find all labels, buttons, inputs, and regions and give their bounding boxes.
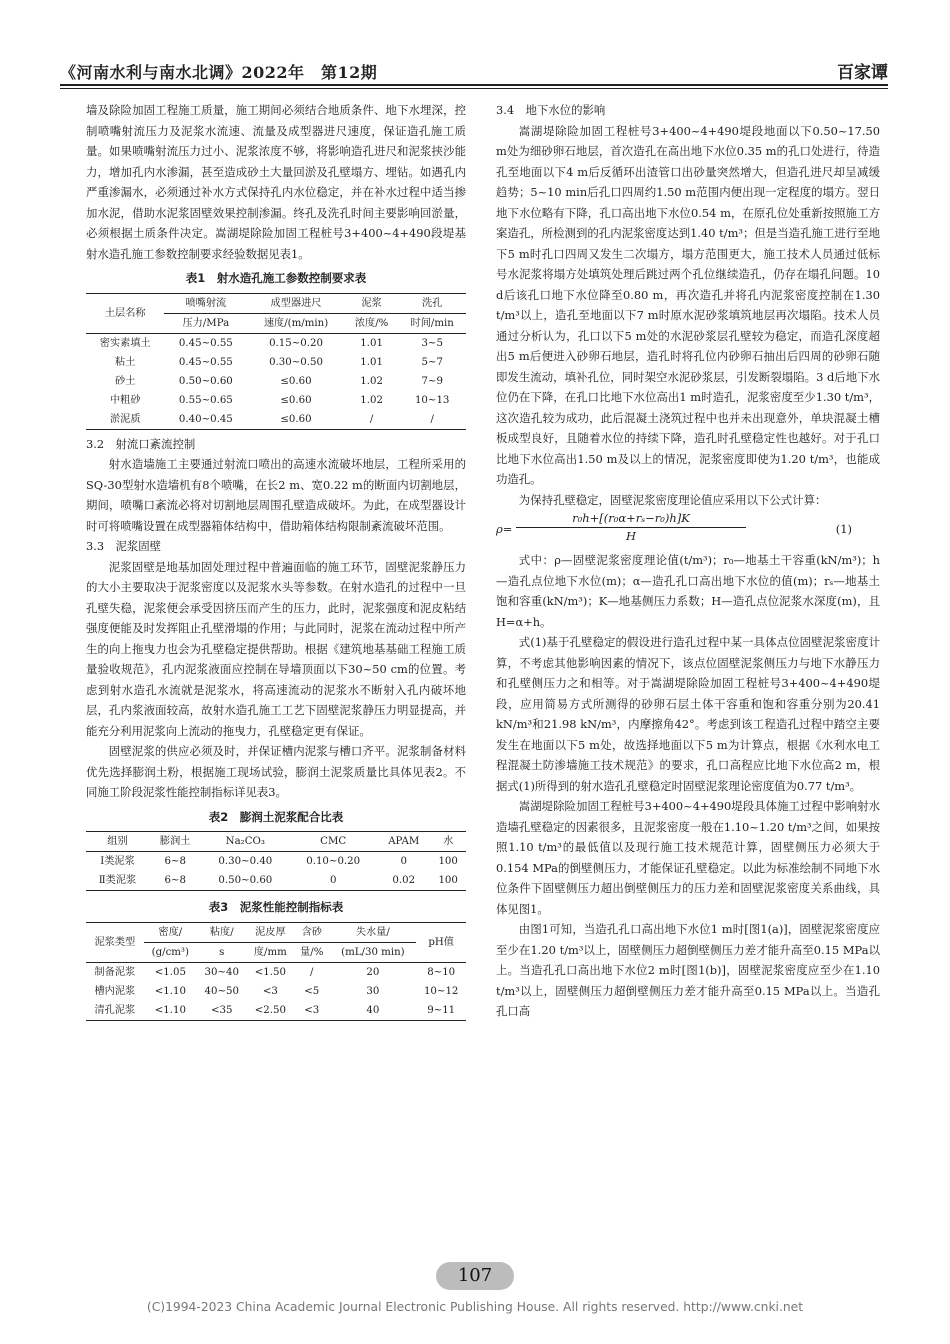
- table3-header: 泥浆类型: [86, 922, 144, 962]
- table-cell: <3: [304, 1004, 320, 1016]
- table-cell: /: [369, 413, 374, 425]
- section-heading: 3.3 泥浆固壁: [86, 539, 162, 553]
- table-cell: 1.02: [360, 394, 383, 406]
- table-cell: ≤0.60: [280, 394, 312, 406]
- table-cell: 0.50~0.60: [178, 375, 233, 387]
- table3-header: pH值: [416, 922, 466, 962]
- table-row: [86, 353, 466, 372]
- table-cell: /: [430, 413, 434, 425]
- table-row: [86, 372, 466, 391]
- table3-header: (mL/30 min): [329, 942, 416, 962]
- table3-header: 量/%: [294, 942, 329, 962]
- table-cell: 0: [400, 856, 407, 867]
- table1-header: 土层名称: [86, 293, 164, 333]
- table-cell: 6~8: [164, 875, 186, 886]
- table1-header: 喷嘴射流: [164, 293, 247, 313]
- paragraph: 泥浆固壁是地基加固处理过程中普遍面临的施工环节，固壁泥浆静压力的大小主要取决于泥浆密度以及泥浆水头等参数。在射水造孔的过程中一旦孔壁失稳，泥浆便会承受因挤压而产生的压力，此时，泥浆强度和泥皮粘结强度便能及时发挥阻止孔壁滑塌的作用；与此同时，泥浆在流动过程中所产生的向上拖曳力也会为孔壁稳定提供帮助。根据《建筑地基基础工程施工质量验收规范》，孔内泥浆液面应控制在导墙顶面以下30~50 cm的位置。考虑到射水造孔水流就是泥浆水，将高速流动的泥浆水不断射入孔内破坏地层，孔内浆液面较高，故射水造孔施工工艺下固壁泥浆静压力明显提高，并能充分利用泥浆向上流动的拖曳力，孔壁稳定更有保证。: [86, 559, 466, 738]
- table2-header: 膨润土: [149, 832, 201, 852]
- table-cell: 槽内泥浆: [94, 985, 136, 997]
- table-cell: 0.10~0.20: [306, 856, 361, 867]
- table-cell: 30: [366, 985, 380, 997]
- table-cell: 0.30~0.50: [269, 356, 323, 368]
- table1-header: 成型器进尺: [247, 293, 345, 313]
- table-row: [86, 391, 466, 410]
- table-cell: <1.05: [154, 966, 186, 978]
- table-row: [86, 333, 466, 353]
- table-cell: 砂土: [115, 375, 136, 387]
- table-cell: 0.55~0.65: [178, 394, 233, 406]
- paragraph: 由图1可知，当造孔孔口高出地下水位1 m时[图1(a)]，固壁泥浆密度应至少在1.20 t/m³以上，固壁侧压力超倒壁侧压力差才能升高至0.15 MPa以上。当造孔孔口高出地下水位2 m时[图1(b)]，固壁泥浆密度应至少在1.10 t/m³以上，固壁侧压力超倒壁侧压力差才能升高至0.15 MPa以上。当造孔孔口高: [496, 922, 880, 1018]
- header-rule-thin: [60, 88, 888, 89]
- table-cell: 1.01: [360, 356, 383, 368]
- table-row: [86, 871, 466, 891]
- table3-header: 度/mm: [247, 942, 295, 962]
- table2-header: CMC: [289, 832, 377, 852]
- journal-title: 《河南水利与南水北调》2022年 第12期: [60, 63, 378, 82]
- table1-header: 压力/MPa: [164, 313, 247, 333]
- table-cell: Ⅰ类泥浆: [100, 856, 135, 867]
- table1-header: 浓度/%: [345, 313, 399, 333]
- table-cell: 制备泥浆: [94, 966, 136, 978]
- table-cell: <1.10: [154, 985, 186, 997]
- section-title: 百家谭: [837, 63, 888, 83]
- table-row: [86, 410, 466, 430]
- table1-header: 时间/min: [398, 313, 466, 333]
- paragraph: 式(1)基于孔壁稳定的假设进行造孔过程中某一具体点位固壁泥浆密度计算，不考虑其他影响因素的情况下，该点位固壁泥浆侧压力与地下水静压力和孔壁侧压力之和相等。对于嵩湖堤除险加固工程桩号3+400~4+490堤段，应用简易方式所测得的砂卵石层土体干容重和饱和容重分别为20.41 kN/m³和21.98 kN/m³，内摩擦角42°。考虑到该工程造孔过程中踏空主要发生在地面以下5 m处，故选择地面以下5 m为计算点，根据《水利水电工程混凝土防渗墙施工技术规范》的要求，孔口高程应比地下水位高2 m，根据式(1)所得到的射水造孔孔壁稳定时固壁泥浆理论密度值为0.77 t/m³。: [496, 635, 880, 793]
- table-cell: 0.40~0.45: [178, 413, 233, 425]
- table-cell: 40~50: [204, 985, 239, 997]
- section-heading: 3.4 地下水位的影响: [496, 103, 606, 117]
- paragraph: 嵩湖堤除险加固工程桩号3+400~4+490堤段具体施工过程中影响射水造墙孔壁稳定的因素很多，且泥浆密度一般在1.10~1.20 t/m³之间，如果按照1.10 t/m³的最低值以及现行施工技术规范计算，固壁侧压力必须大于0.154 MPa的倒壁侧压力，才能保证孔壁稳定。以此为标准绘制不同地下水位条件下固壁侧压力超出倒壁侧压力的压力差和固壁泥浆密度关系曲线，具体见图1。: [496, 799, 880, 916]
- table-cell: <3: [262, 985, 278, 997]
- table3-header: s: [197, 942, 247, 962]
- table-cell: 中粗砂: [109, 394, 141, 406]
- table2-header: 组别: [86, 832, 149, 852]
- table-cell: 100: [438, 856, 458, 867]
- left-column: [86, 100, 466, 1021]
- table2: [86, 831, 466, 891]
- table-cell: 3~5: [421, 337, 443, 349]
- table-cell: <1.10: [154, 1004, 186, 1016]
- table-cell: <1.50: [254, 966, 286, 978]
- table1: [86, 293, 466, 430]
- table3-header: 含砂: [294, 922, 329, 942]
- table3-header: 粘度/: [197, 922, 247, 942]
- table-cell: <5: [304, 985, 320, 997]
- paragraph: 嵩湖堤除险加固工程桩号3+400~4+490堤段地面以下0.50~17.50 m处为细砂卵石地层，首次造孔在高出地下水位0.35 m的孔口处进行，待造孔至地面以下4 m后反循环出渣管口出砂量突然增大，但造孔进尺却呈减缓趋势；5~10 min后孔口四周约1.50 m范围内便出现一定程度的塌方。翌日地下水位略有下降，孔口高出地下水位0.54 m，在原孔位处重新按照施工方案造孔，所检测到的孔内泥浆密度达到1.40 t/m³；但是当造孔施工进行至地下5 m时孔口四周又发生二次塌方，塌方范围更大，施工技术人员通过低标号水泥浆将塌方处填筑处理后跳过两个孔位继续造孔，仍存在塌孔问题。10 d后该孔口地下水位降至0.80 m，再次造孔并将孔内泥浆密度控制在1.30 t/m³以上，造孔至地面以下7 m时原水泥砂浆填筑地层再次塌陷。技术人员通过分析认为，孔口以下5 m处的水泥砂浆层孔壁较为稳定，而造孔深度超出5 m后便进入砂卵石地层，造孔时将孔位内砂卵石抽出后四周的砂卵石随即发生流动，填补孔位，同时架空水泥砂浆层，引发断裂塌陷。3 d后地下水位仍在下降，在孔口比地下水位高出1 m时造孔，泥浆密度至少1.30 t/m³，这次造孔较为成功，此后混凝土浇筑过程中也并未出现意外，单块混凝土槽板成型良好，且随着水位的持续下降，造孔时孔壁稳定性也越好。对于孔口比地下水位高出1.50 m及以上的情况，泥浆密度即使为1.20 t/m³，也能成功造孔。: [496, 123, 880, 486]
- table3-header: (g/cm³): [144, 942, 197, 962]
- table-cell: 0.30~0.40: [218, 856, 273, 867]
- table-cell: 0.45~0.55: [178, 337, 233, 349]
- paragraph: 为保持孔壁稳定，固壁泥浆密度理论值应采用以下公式计算：: [518, 492, 827, 507]
- table-cell: /: [310, 966, 314, 978]
- table-cell: 0.45~0.55: [178, 356, 233, 368]
- table3-header: 泥皮厚: [247, 922, 295, 942]
- table3-header: 密度/: [144, 922, 197, 942]
- table-cell: 0.15~0.20: [269, 337, 323, 349]
- table2-header: APAM: [377, 832, 430, 852]
- table-row: [86, 852, 466, 872]
- table-cell: <2.50: [254, 1004, 286, 1016]
- formula-1: [496, 510, 880, 550]
- table-cell: 1.01: [360, 337, 383, 349]
- table2-header: Na₂CO₃: [201, 832, 289, 852]
- paragraph: 式中：ρ—固壁泥浆密度理论值(t/m³)；r₀—地基土干容重(kN/m³)；h—造孔点位地下水位(m)；α—造孔孔口高出地下水位的值(m)；rₛ—地基土饱和容重(kN/m³)；K—地基侧压力系数；H—造孔点位泥浆水深度(m)，且H=α+h。: [496, 553, 880, 629]
- table-cell: 20: [366, 966, 380, 978]
- paragraph: 墙及除险加固工程施工质量，施工期间必须结合地质条件、地下水埋深，控制喷嘴射流压力及泥浆水流速、流量及成型器进尺速度，保证造孔施工质量。如果喷嘴射流压力过小、泥浆浓度不够，将影响造孔进尺和泥浆挟沙能力，增加孔内水渗漏，甚至造成砂土大量回淤及孔壁塌方、埋钻。如遇孔内严重渗漏水，必须通过补水方式保持孔内水位稳定，并在补水过程中适当掺加水泥，借助水泥浆固壁效果控制渗漏。终孔及洗孔时间主要影响回淤量，必须根据土质条件决定。嵩湖堤除险加固工程桩号3+400~4+490段堤基射水造孔施工参数控制要求经验数据见表1。: [86, 103, 466, 261]
- copyright-footer: (C)1994-2023 China Academic Journal Electronic Publishing House. All rights reserved. http://www.cnki.net: [146, 1300, 804, 1314]
- table-cell: 5~7: [421, 356, 443, 368]
- table-cell: 1.02: [360, 375, 383, 387]
- section-heading: 3.2 射流口紊流控制: [86, 436, 196, 451]
- formula-lhs: ρ=: [496, 522, 513, 536]
- table-cell: 0: [329, 875, 337, 886]
- header-rule: [60, 84, 888, 86]
- table-cell: 淤泥质: [109, 413, 141, 425]
- table-row: [86, 1001, 466, 1021]
- table-cell: ≤0.60: [280, 413, 312, 425]
- table-cell: 9~11: [427, 1004, 456, 1016]
- table1-header: 泥浆: [345, 293, 399, 313]
- table-cell: 粘土: [115, 356, 136, 368]
- table-cell: 7~9: [421, 375, 443, 387]
- table1-header: 洗孔: [398, 293, 466, 313]
- table-row: [86, 982, 466, 1001]
- table3-caption: 表3 泥浆性能控制指标表: [208, 900, 344, 914]
- paragraph: 射水造墙施工主要通过射流口喷出的高速水流破坏地层，工程所采用的SQ-30型射水造墙机有8个喷嘴，在长2 m、宽0.22 m的断面内切割地层，期间，喷嘴口紊流必将对切割地层周围孔壁造成破坏。为此，在成型器设计时可将喷嘴设置在成型器箱体结构中，借助箱体结构限制紊流破坏范围。: [86, 457, 466, 533]
- table-cell: Ⅱ类泥浆: [98, 875, 137, 886]
- page-number: 107: [457, 1265, 493, 1286]
- table-cell: 0.02: [392, 875, 416, 886]
- table-cell: 10~12: [423, 985, 459, 997]
- table-cell: 6~8: [164, 856, 186, 867]
- table-cell: 0.50~0.60: [218, 875, 273, 886]
- table1-header: 速度/(m/min): [247, 313, 345, 333]
- formula-number: (1): [835, 522, 852, 536]
- table-cell: 清孔泥浆: [94, 1004, 136, 1016]
- table-cell: 100: [438, 875, 458, 886]
- table-cell: 40: [366, 1004, 380, 1016]
- paragraph: 固壁泥浆的供应必须及时，并保证槽内泥浆与槽口齐平。泥浆制备材料优先选择膨润土粉，根据施工现场试验，膨润土泥浆质量比具体见表2。不同施工阶段泥浆性能控制指标详见表3。: [86, 744, 466, 799]
- formula-denominator: H: [625, 529, 637, 543]
- table1-caption: 表1 射水造孔施工参数控制要求表: [185, 271, 367, 285]
- table3: [86, 922, 466, 1021]
- table-cell: <35: [211, 1004, 233, 1016]
- table-cell: 8~10: [427, 966, 456, 978]
- table2-header: 水: [430, 832, 466, 852]
- table-row: [86, 962, 466, 982]
- table-cell: 30~40: [204, 966, 239, 978]
- table2-caption: 表2 膨润土泥浆配合比表: [208, 809, 344, 824]
- table3-header: 失水量/: [329, 922, 416, 942]
- page-header: [60, 58, 888, 86]
- right-column: [496, 100, 880, 1022]
- table-cell: ≤0.60: [280, 375, 312, 387]
- formula-numerator: r₀h+[(r₀α+rₛ−r₀)h]K: [516, 510, 746, 528]
- table-cell: 10~13: [414, 394, 450, 406]
- table-cell: 密实素填土: [99, 337, 151, 349]
